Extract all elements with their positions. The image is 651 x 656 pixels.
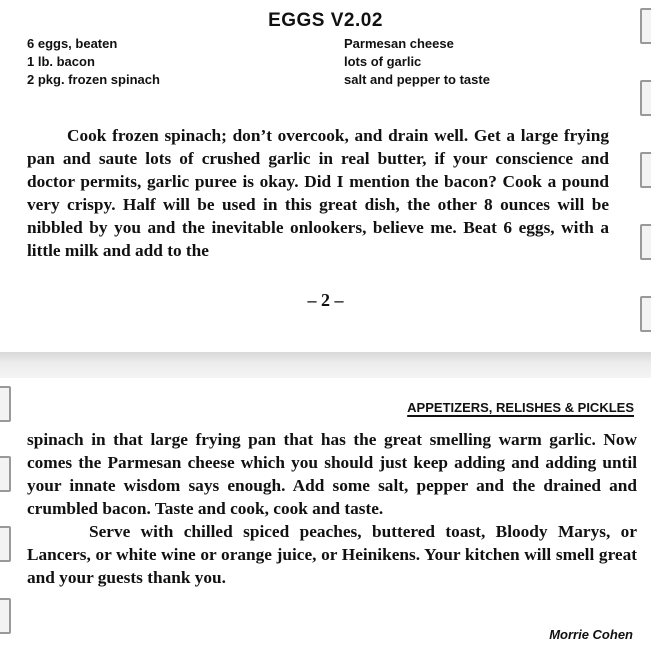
ingredients-right [344,35,490,89]
binding-hole [640,296,651,332]
ingredient: 6 eggs, beaten [27,36,118,51]
ingredient: 2 pkg. frozen spinach [27,72,160,87]
ingredients-left [27,35,160,89]
page-gap [0,352,651,378]
author-signature: Morrie Cohen [549,627,633,642]
paragraph: spinach in that large frying pan that has the great smelling warm garlic. Now comes the Parmesan cheese which you should just keep adding and adding until your innate wisdom says enough. Add some salt, pepper and the drained and crumbled bacon. Taste and cook, cook and taste. [27,430,637,518]
ingredient: lots of garlic [344,54,422,69]
ingredient: Parmesan cheese [344,36,454,51]
recipe-page-bottom [0,378,651,656]
binding-hole [0,526,11,562]
recipe-instructions-continued [27,428,637,589]
section-header: APPETIZERS, RELISHES & PICKLES [407,400,634,415]
ingredient: 1 lb. bacon [27,54,95,69]
ingredient: salt and pepper to taste [344,72,490,87]
page-number: – 2 – [307,290,344,310]
recipe-instructions [27,124,609,262]
paragraph: Cook frozen spinach; don’t overcook, and drain well. Get a large frying pan and saute lots of crushed garlic in real butter, if your conscience and doctor permits, garlic puree is okay. Did I mention the bacon? Cook a pound very crispy. Half will be used in this great dish, the other 8 ounces will be nibbled by you and the inevitable onlookers, believe me. Beat 6 eggs, with a little milk and add to the [27,126,609,260]
binding-hole [0,456,11,492]
binding-hole [640,8,651,44]
binding-hole [640,152,651,188]
binding-hole [640,224,651,260]
binding-hole [640,80,651,116]
paragraph: Serve with chilled spiced peaches, buttered toast, Bloody Marys, or Lancers, or white wine or orange juice, or Heinikens. Your kitchen will smell great and your guests thank you. [27,522,637,587]
recipe-title: EGGS V2.02 [268,10,383,31]
binding-hole [0,386,11,422]
binding-hole [0,598,11,634]
